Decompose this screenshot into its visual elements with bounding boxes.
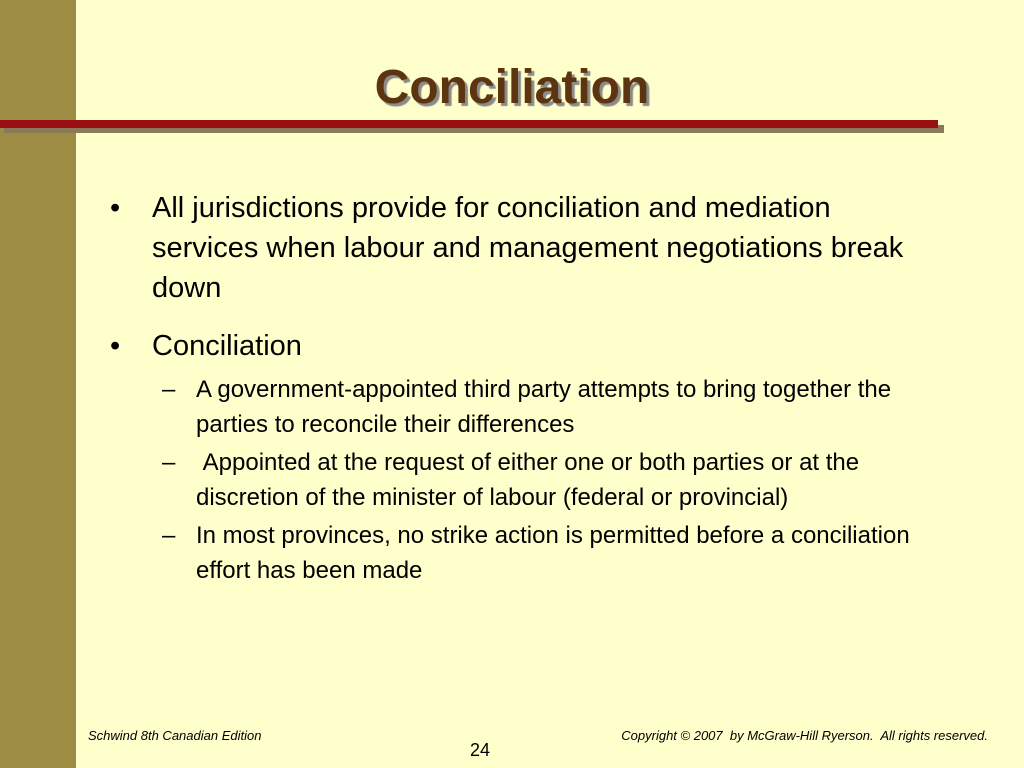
sub-bullet-list: [162, 372, 930, 588]
sub-bullet-text: In most provinces, no strike action is permitted before a conciliation effort has been made: [196, 522, 910, 584]
sub-bullet-item: [162, 445, 930, 515]
sub-bullet-text: Appointed at the request of either one or both parties or at the discretion of the minister of labour (federal or provincial): [196, 449, 866, 511]
title-rule: [0, 120, 938, 128]
slide-title: Conciliation: [374, 61, 650, 114]
footer-copyright: Copyright © 2007 by McGraw-Hill Ryerson. All rights reserved.: [621, 728, 988, 743]
sub-bullet-item: [162, 372, 930, 442]
sub-bullet-marker: –: [162, 376, 176, 403]
bullet-marker: •: [110, 330, 121, 362]
footer-edition: Schwind 8th Canadian Edition: [88, 728, 262, 743]
bullet-text: Conciliation: [152, 330, 302, 362]
bullet-item: [110, 326, 930, 366]
slide-content: [110, 188, 930, 591]
sub-bullet-marker: –: [162, 449, 176, 476]
page-number: 24: [469, 740, 491, 760]
sub-bullet-text: A government-appointed third party attempts to bring together the parties to reconcile their differences: [196, 376, 892, 438]
bullet-item: [110, 188, 930, 308]
bullet-marker: •: [110, 192, 121, 224]
sub-bullet-item: [162, 518, 930, 588]
sub-bullet-marker: –: [162, 522, 176, 549]
bullet-text: All jurisdictions provide for conciliation and mediation services when labour and management negotiations break down: [152, 192, 904, 304]
